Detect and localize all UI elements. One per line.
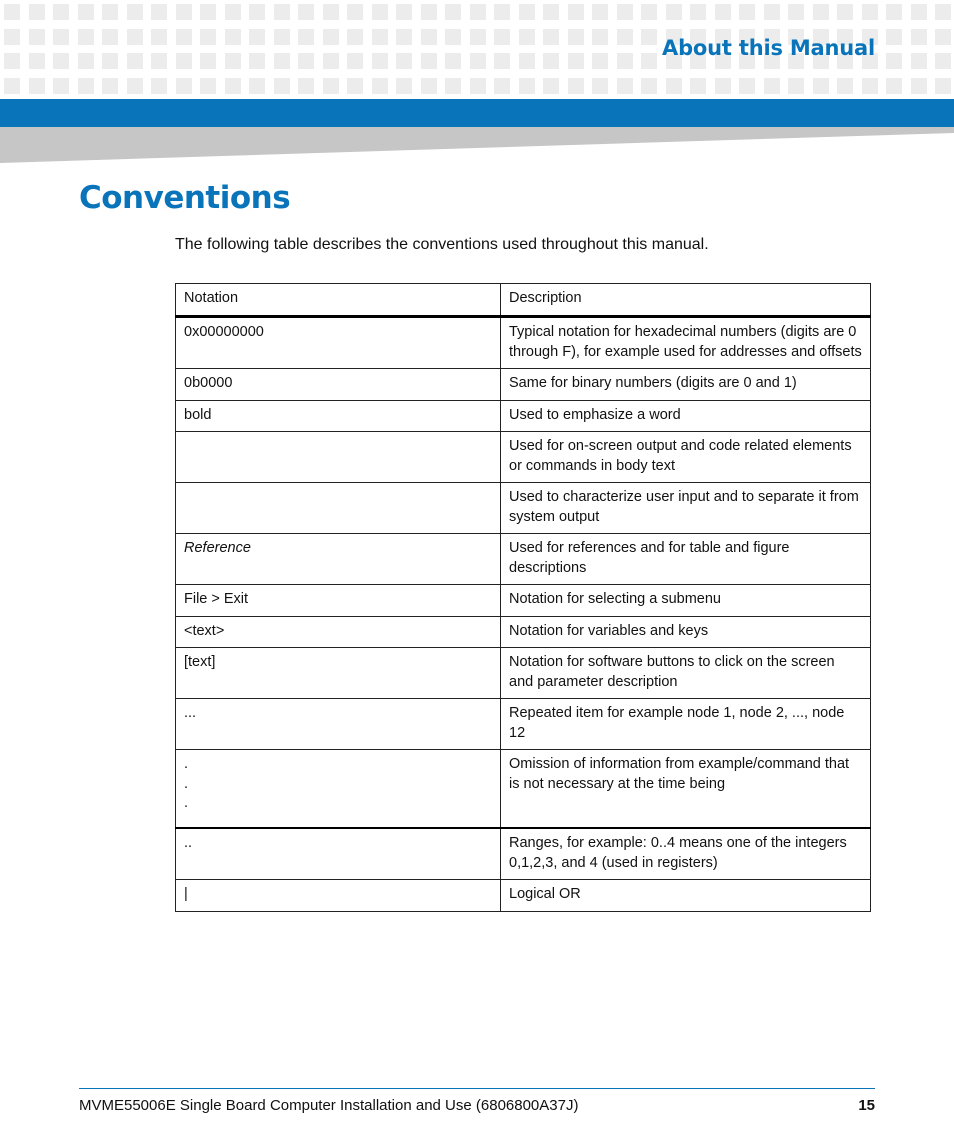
- footer-doc-title: MVME55006E Single Board Computer Installation and Use (6806800A37J): [79, 1097, 579, 1114]
- header-dot: [127, 78, 143, 94]
- header-dot: [249, 4, 265, 20]
- description-cell: Repeated item for example node 1, node 2, ..., node 12: [501, 699, 871, 750]
- notation-cell: 0b0000: [176, 369, 501, 401]
- header-dot: [543, 29, 559, 45]
- header-blue-bar: [0, 99, 954, 127]
- header-dot: [886, 53, 902, 69]
- intro-paragraph: The following table describes the conventions used throughout this manual.: [175, 236, 709, 253]
- header-dot: [4, 4, 20, 20]
- header-dot: [494, 53, 510, 69]
- table-row: [176, 432, 871, 483]
- header-dot: [323, 29, 339, 45]
- header-dot: [470, 53, 486, 69]
- header-dot: [225, 29, 241, 45]
- header-dot: [127, 29, 143, 45]
- header-dot: [298, 29, 314, 45]
- header-dot: [666, 4, 682, 20]
- header-dot: [764, 4, 780, 20]
- header-dot: [200, 78, 216, 94]
- header-dot: [519, 53, 535, 69]
- header-dot: [225, 53, 241, 69]
- description-cell: Used for references and for table and figure descriptions: [501, 534, 871, 585]
- header-dot: [568, 78, 584, 94]
- notation-dot-1: .: [184, 756, 189, 772]
- description-cell: Used to characterize user input and to separate it from system output: [501, 483, 871, 534]
- table-row: [176, 317, 871, 369]
- notation-cell: 0x00000000: [176, 317, 501, 369]
- header-dot: [470, 78, 486, 94]
- header-dot: [470, 29, 486, 45]
- header-description: Description: [501, 284, 871, 317]
- header-dot: [886, 78, 902, 94]
- header-dot: [788, 78, 804, 94]
- header-dot: [78, 29, 94, 45]
- header-dot: [274, 4, 290, 20]
- header-dot: [543, 4, 559, 20]
- header-dot: [127, 4, 143, 20]
- header-dot: [690, 78, 706, 94]
- header-notation: Notation: [176, 284, 501, 317]
- table-row: [176, 369, 871, 401]
- header-dot: [739, 78, 755, 94]
- header-dot: [715, 78, 731, 94]
- header-dot: [347, 4, 363, 20]
- header-dot: [445, 78, 461, 94]
- description-cell: Used for on-screen output and code related elements or commands in body text: [501, 432, 871, 483]
- footer-divider: [79, 1088, 875, 1089]
- header-dot: [837, 78, 853, 94]
- description-cell: Ranges, for example: 0..4 means one of the integers 0,1,2,3, and 4 (used in registers): [501, 828, 871, 880]
- header-dot: [29, 78, 45, 94]
- description-cell: Notation for software buttons to click on the screen and parameter description: [501, 648, 871, 699]
- header-dot: [592, 4, 608, 20]
- header-dot: [519, 78, 535, 94]
- header-dot: [127, 53, 143, 69]
- notation-cell: ...: [176, 699, 501, 750]
- header-dot: [617, 29, 633, 45]
- header-dot: [274, 53, 290, 69]
- notation-dot-2: .: [184, 775, 189, 792]
- header-dot: [151, 29, 167, 45]
- header-dot: [421, 78, 437, 94]
- header-dot: [715, 4, 731, 20]
- header-dot: [445, 4, 461, 20]
- header-dot: [225, 78, 241, 94]
- header-dot: [592, 78, 608, 94]
- notation-cell: bold: [176, 400, 501, 432]
- notation-cell: [176, 483, 501, 534]
- header-dot: [788, 4, 804, 20]
- notation-cell: <text>: [176, 616, 501, 648]
- header-dot: [862, 78, 878, 94]
- header-dot: [78, 4, 94, 20]
- header-dot: [176, 53, 192, 69]
- description-cell: Logical OR: [501, 880, 871, 912]
- description-cell: Same for binary numbers (digits are 0 and 1): [501, 369, 871, 401]
- header-dot: [470, 4, 486, 20]
- header-dot: [568, 53, 584, 69]
- page-title: Conventions: [79, 180, 291, 216]
- header-dot: [764, 78, 780, 94]
- header-dot: [421, 4, 437, 20]
- header-dot: [396, 78, 412, 94]
- table-row: [176, 648, 871, 699]
- header-dot: [53, 29, 69, 45]
- header-dot: [102, 78, 118, 94]
- table-row: [176, 828, 871, 880]
- conventions-table: [175, 283, 871, 912]
- header-dot: [813, 78, 829, 94]
- header-dot: [4, 78, 20, 94]
- header-dot: [29, 4, 45, 20]
- header-dot: [29, 29, 45, 45]
- header-dot: [29, 53, 45, 69]
- header-dot: [396, 29, 412, 45]
- header-dot: [813, 4, 829, 20]
- header-dot: [347, 53, 363, 69]
- header-dot: [690, 4, 706, 20]
- header-dot: [543, 53, 559, 69]
- notation-dot-3: .: [184, 795, 189, 811]
- header-dot: [641, 53, 657, 69]
- header-dot: [494, 29, 510, 45]
- header-dot: [568, 4, 584, 20]
- header-dot: [911, 29, 927, 45]
- notation-cell: ..: [176, 828, 501, 880]
- header-dot: [323, 53, 339, 69]
- header-dot: [298, 4, 314, 20]
- header-dot: [274, 29, 290, 45]
- header-dot: [298, 53, 314, 69]
- header-dot: [862, 4, 878, 20]
- header-dot: [102, 4, 118, 20]
- header-dot: [200, 4, 216, 20]
- header-dot: [617, 4, 633, 20]
- table-row: [176, 880, 871, 912]
- header-dot: [592, 53, 608, 69]
- description-cell: Used to emphasize a word: [501, 400, 871, 432]
- description-cell: Notation for variables and keys: [501, 616, 871, 648]
- page-number: 15: [858, 1097, 875, 1114]
- header-dot: [151, 78, 167, 94]
- header-dot: [396, 4, 412, 20]
- header-dot: [445, 53, 461, 69]
- header-dot: [837, 4, 853, 20]
- header-dot: [494, 78, 510, 94]
- header-dot: [323, 4, 339, 20]
- header-dot: [298, 78, 314, 94]
- table-row: [176, 750, 871, 829]
- header-dot: [935, 53, 951, 69]
- header-dot: [617, 78, 633, 94]
- header-dot: [886, 4, 902, 20]
- header-dot: [274, 78, 290, 94]
- header-dot: [151, 53, 167, 69]
- notation-cell: File > Exit: [176, 585, 501, 617]
- header-dot: [421, 29, 437, 45]
- header-dot: [176, 29, 192, 45]
- header-dot: [494, 4, 510, 20]
- header-dot: [911, 78, 927, 94]
- header-dot: [200, 53, 216, 69]
- table-row: [176, 400, 871, 432]
- header-dot: [445, 29, 461, 45]
- description-cell: Notation for selecting a submenu: [501, 585, 871, 617]
- description-cell: Typical notation for hexadecimal numbers (digits are 0 through F), for example used for addresses and offsets: [501, 317, 871, 369]
- header-dot: [53, 78, 69, 94]
- description-cell: Omission of information from example/command that is not necessary at the time being: [501, 750, 871, 829]
- header-dot: [249, 53, 265, 69]
- header-dot: [372, 53, 388, 69]
- header-dot: [323, 78, 339, 94]
- header-dot: [935, 78, 951, 94]
- header-dot: [102, 53, 118, 69]
- notation-cell: [176, 432, 501, 483]
- header-dot: [641, 29, 657, 45]
- header-dot: [372, 29, 388, 45]
- table-row: [176, 585, 871, 617]
- notation-cell: Reference: [176, 534, 501, 585]
- header-dot: [911, 4, 927, 20]
- header-dot: [78, 53, 94, 69]
- header-dot: [176, 4, 192, 20]
- header-grey-swoosh: [0, 127, 954, 163]
- table-row: [176, 534, 871, 585]
- header-dot: [592, 29, 608, 45]
- section-title: About this Manual: [662, 36, 875, 60]
- header-dot: [617, 53, 633, 69]
- notation-cell: [text]: [176, 648, 501, 699]
- header-dot: [568, 29, 584, 45]
- header-dot: [102, 29, 118, 45]
- table-row: [176, 483, 871, 534]
- table-row: [176, 616, 871, 648]
- header-dot: [543, 78, 559, 94]
- table-header-row: [176, 284, 871, 317]
- header-dot: [739, 4, 755, 20]
- header-dot: [372, 78, 388, 94]
- notation-cell: |: [176, 880, 501, 912]
- header-dot: [519, 4, 535, 20]
- header-dot: [641, 4, 657, 20]
- header-dot: [372, 4, 388, 20]
- header-dot: [53, 53, 69, 69]
- header-dot: [396, 53, 412, 69]
- header-dot: [151, 4, 167, 20]
- header-dot: [641, 78, 657, 94]
- header-dot: [225, 4, 241, 20]
- header-dot: [347, 29, 363, 45]
- header-dot: [935, 29, 951, 45]
- table-row: [176, 699, 871, 750]
- header-dot: [200, 29, 216, 45]
- header-dot: [4, 53, 20, 69]
- notation-cell: [176, 750, 501, 829]
- header-dot: [249, 78, 265, 94]
- header-dot: [911, 53, 927, 69]
- header-dot: [666, 78, 682, 94]
- header-dot: [78, 78, 94, 94]
- header-dot: [4, 29, 20, 45]
- header-dot: [176, 78, 192, 94]
- header-dot: [421, 53, 437, 69]
- header-dot: [53, 4, 69, 20]
- header-dot: [347, 78, 363, 94]
- header-dot: [519, 29, 535, 45]
- header-dot: [886, 29, 902, 45]
- header-dot: [935, 4, 951, 20]
- header-dot: [249, 29, 265, 45]
